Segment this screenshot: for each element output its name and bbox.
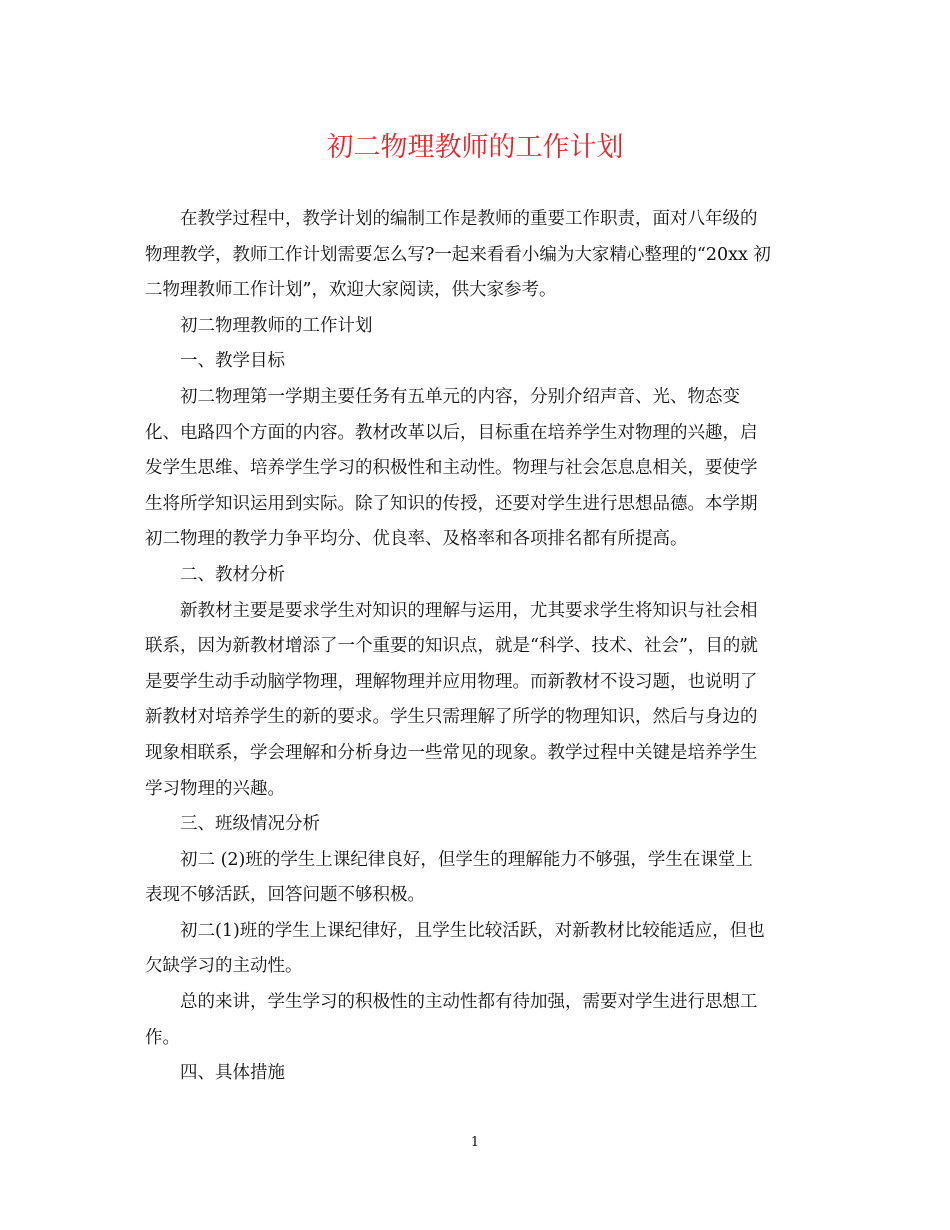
paragraph [145, 380, 807, 558]
text-line: 二物理教师工作计划”，欢迎大家阅读，供大家参考。 [145, 280, 557, 301]
text-line: 欠缺学习的主动性。 [145, 956, 303, 977]
paragraph [145, 914, 807, 985]
text-line: 作。 [145, 1027, 180, 1048]
text-line: 在教学过程中，教学计划的编制工作是教师的重要工作职责，面对八年级的 [180, 209, 758, 229]
text-line: 联系，因为新教材增添了一个重要的知识点，就是“科学、技术、社会”，目的就 [145, 636, 758, 657]
paragraph [145, 1056, 807, 1092]
text-line: 初二物理教师的工作计划 [180, 315, 373, 336]
paragraph [145, 843, 807, 914]
document-body [145, 202, 807, 1092]
text-line: 学习物理的兴趣。 [145, 778, 285, 799]
text-line: 一、教学目标 [180, 351, 285, 372]
text-line: 初二物理的教学力争平均分、优良率、及格率和各项排名都有所提高。 [145, 529, 688, 550]
paragraph [145, 202, 807, 309]
document-title: 初二物理教师的工作计划 [326, 132, 624, 163]
page-number: 1 [470, 1135, 480, 1150]
paragraph [145, 344, 807, 380]
paragraph [145, 594, 807, 808]
paragraph [145, 558, 807, 594]
text-line: 四、具体措施 [180, 1063, 285, 1084]
text-line: 二、教材分析 [180, 564, 285, 585]
paragraph [145, 985, 807, 1056]
paragraph [145, 309, 807, 345]
text-line: 化、电路四个方面的内容。教材改革以后，目标重在培养学生对物理的兴趣，启 [145, 422, 758, 443]
text-line: 生将所学知识运用到实际。除了知识的传授，还要对学生进行思想品德。本学期 [145, 493, 758, 514]
text-line: 初二(1)班的学生上课纪律好，且学生比较活跃，对新教材比较能适应，但也 [180, 920, 765, 941]
text-line: 新教材对培养学生的新的要求。学生只需理解了所学的物理知识，然后与身边的 [145, 707, 758, 728]
text-line: 新教材主要是要求学生对知识的理解与运用，尤其要求学生将知识与社会相 [180, 600, 758, 621]
text-line: 发学生思维、培养学生学习的积极性和主动性。物理与社会怎息息相关，要使学 [145, 458, 758, 479]
text-line: 表现不够活跃，回答问题不够积极。 [145, 885, 425, 906]
text-line: 初二物理第一学期主要任务有五单元的内容，分别介绍声音、光、物态变 [180, 386, 740, 407]
text-line: 总的来讲，学生学习的积极性的主动性都有待加强，需要对学生进行思想工 [180, 992, 758, 1013]
text-line: 三、班级情况分析 [180, 814, 320, 835]
paragraph [145, 807, 807, 843]
text-line: 初二 (2)班的学生上课纪律良好，但学生的理解能力不够强，学生在课堂上 [180, 849, 753, 870]
text-line: 是要学生动手动脑学物理，理解物理并应用物理。而新教材不设习题，也说明了 [145, 671, 758, 692]
text-line: 物理教学，教师工作计划需要怎么写?一起来看看小编为大家精心整理的“20xx 初 [145, 244, 771, 265]
text-line: 现象相联系，学会理解和分析身边一些常见的现象。教学过程中关键是培养学生 [145, 742, 758, 763]
